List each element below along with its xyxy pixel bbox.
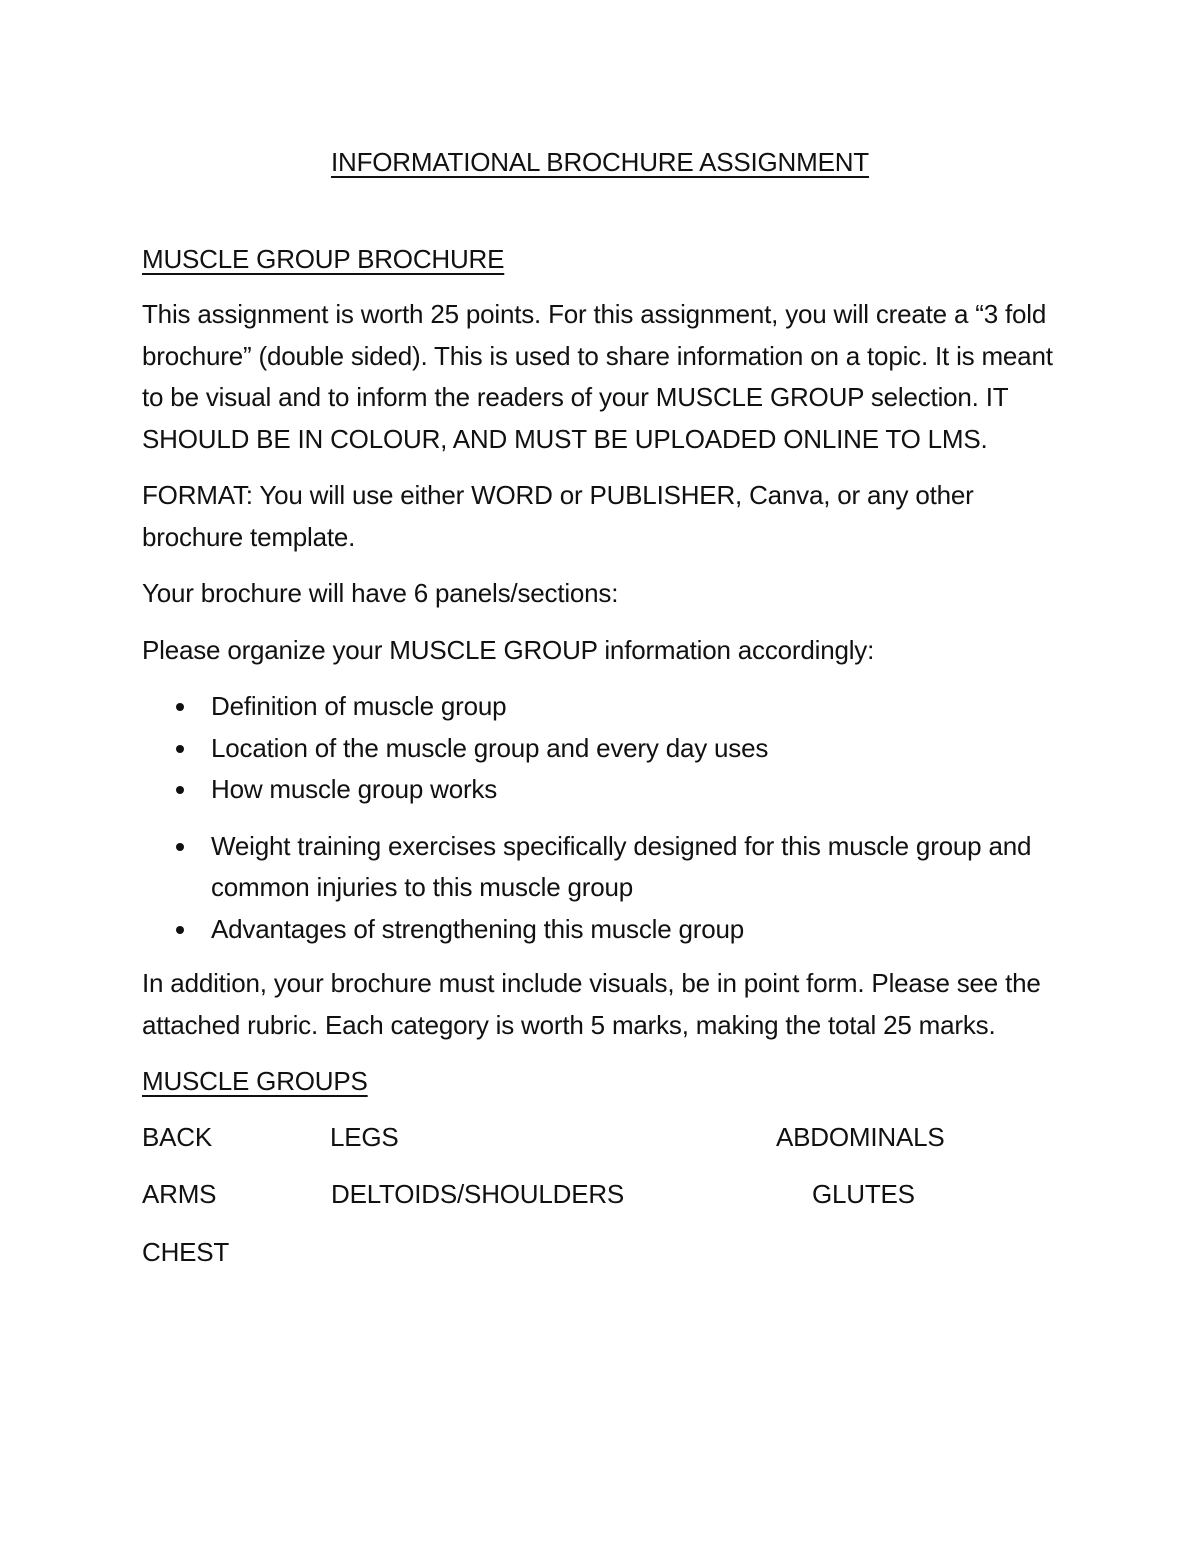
bullet-icon bbox=[176, 926, 184, 934]
intro-paragraph: This assignment is worth 25 points. For this assignment, you will create a “3 fold brochure” (double sided). This is used to share information on a topic. It is meant to be visual and to inform the readers of your MUSCLE GROUP selection. IT SHOULD BE IN COLOUR, AND MUST BE UPLOADED ONLINE TO LMS. bbox=[142, 299, 1053, 454]
muscle-groups-row bbox=[142, 1117, 1062, 1159]
bullet-icon bbox=[176, 703, 184, 711]
muscle-groups-row bbox=[142, 1174, 1062, 1216]
list-item bbox=[142, 909, 1062, 951]
bullet-icon bbox=[176, 843, 184, 851]
muscle-group-back: BACK bbox=[142, 1121, 213, 1152]
list-item-text: Definition of muscle group bbox=[211, 691, 507, 721]
list-item bbox=[142, 686, 1062, 728]
section-heading: MUSCLE GROUP BROCHURE bbox=[142, 243, 505, 274]
muscle-groups-row bbox=[142, 1232, 1062, 1274]
list-item-text: How muscle group works bbox=[211, 774, 498, 804]
muscle-group-glutes: GLUTES bbox=[812, 1179, 915, 1209]
document-body bbox=[142, 142, 1062, 1289]
closing-paragraph: In addition, your brochure must include visuals, be in point form. Please see the attached rubric. Each category is worth 5 marks, making the total 25 marks. bbox=[142, 968, 1041, 1040]
list-item bbox=[142, 826, 1062, 909]
muscle-group-abdominals: ABDOMINALS bbox=[776, 1121, 945, 1152]
document-title: INFORMATIONAL BROCHURE ASSIGNMENT bbox=[330, 147, 869, 177]
muscle-group-deltoids-shoulders: DELTOIDS/SHOULDERS bbox=[331, 1179, 625, 1209]
muscle-group-arms: ARMS bbox=[142, 1179, 217, 1209]
organize-paragraph: Please organize your MUSCLE GROUP information accordingly: bbox=[142, 634, 875, 665]
bullet-icon bbox=[176, 745, 184, 753]
list-item-text: Weight training exercises specifically designed for this muscle group and common injuries to this muscle group bbox=[211, 830, 1032, 902]
list-item-text: Location of the muscle group and every day uses bbox=[211, 732, 769, 763]
muscle-groups-heading: MUSCLE GROUPS bbox=[142, 1066, 368, 1096]
muscle-group-legs: LEGS bbox=[330, 1121, 399, 1152]
requirements-list bbox=[142, 686, 1062, 950]
bullet-icon bbox=[176, 786, 184, 794]
format-paragraph: FORMAT: You will use either WORD or PUBLISHER, Canva, or any other brochure template. bbox=[142, 480, 974, 552]
list-item bbox=[142, 769, 1062, 811]
panels-paragraph: Your brochure will have 6 panels/sections: bbox=[142, 578, 619, 608]
muscle-group-chest: CHEST bbox=[142, 1236, 230, 1267]
list-item-text: Advantages of strengthening this muscle group bbox=[211, 913, 745, 944]
list-item bbox=[142, 728, 1062, 770]
